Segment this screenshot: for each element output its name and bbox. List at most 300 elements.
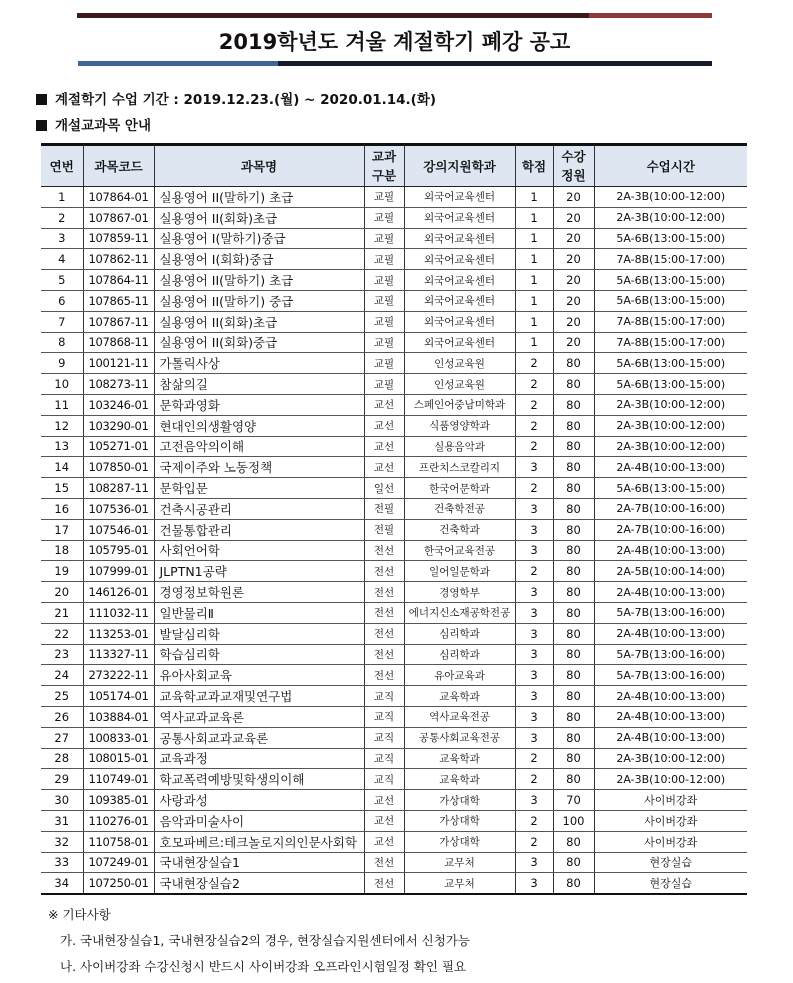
- cell-department: 심리학과: [404, 623, 515, 644]
- cell-class-time: 2A-4B(10:00-13:00): [594, 540, 747, 561]
- cell-course-name: 국내현장실습1: [154, 852, 364, 873]
- cell-code: 111032-11: [83, 602, 154, 623]
- cell-code: 110276-01: [83, 810, 154, 831]
- note-item: 나. 사이버강좌 수강신청시 반드시 사이버강좌 오프라인시험일정 확인 필요: [60, 959, 467, 974]
- cell-capacity: 20: [553, 207, 594, 228]
- table-row: [41, 311, 747, 332]
- bottom-decor-bar-navy: [278, 61, 712, 66]
- cell-department: 가상대학: [404, 810, 515, 831]
- cell-class-time: 5A-6B(13:00-15:00): [594, 374, 747, 395]
- cell-category: 교선: [364, 436, 404, 457]
- notes-section: [48, 905, 470, 983]
- cell-course-name: 음악과미술사이: [154, 810, 364, 831]
- cell-credits: 3: [515, 727, 553, 748]
- table-row: [41, 790, 747, 811]
- cell-category: 교필: [364, 353, 404, 374]
- cell-category: 교필: [364, 207, 404, 228]
- cell-class-time: 2A-4B(10:00-13:00): [594, 457, 747, 478]
- table-row: [41, 519, 747, 540]
- cell-class-time: 2A-3B(10:00-12:00): [594, 187, 747, 208]
- cell-class-time: 2A-4B(10:00-13:00): [594, 623, 747, 644]
- note-item: 가. 국내현장실습1, 국내현장실습2의 경우, 현장실습지원센터에서 신청가능: [60, 933, 470, 948]
- table-row: [41, 727, 747, 748]
- cell-department: 실용음악과: [404, 436, 515, 457]
- table-row: [41, 187, 747, 208]
- square-bullet-icon: [36, 94, 47, 105]
- cell-department: 외국어교육센터: [404, 332, 515, 353]
- cell-no: 4: [41, 249, 83, 270]
- table-row: [41, 540, 747, 561]
- cell-department: 교육학과: [404, 686, 515, 707]
- table-row: [41, 394, 747, 415]
- cell-course-name: 현대인의생활영양: [154, 415, 364, 436]
- cell-department: 인성교육원: [404, 374, 515, 395]
- cell-department: 에너지신소재공학전공: [404, 602, 515, 623]
- top-decor-bar-dark: [77, 13, 589, 18]
- cell-code: 107865-11: [83, 290, 154, 311]
- cell-department: 외국어교육센터: [404, 228, 515, 249]
- cell-credits: 3: [515, 602, 553, 623]
- cell-category: 교직: [364, 686, 404, 707]
- cell-capacity: 20: [553, 228, 594, 249]
- cell-credits: 1: [515, 332, 553, 353]
- cell-no: 20: [41, 582, 83, 603]
- cell-code: 107249-01: [83, 852, 154, 873]
- section-class-period: [36, 88, 436, 108]
- cell-department: 경영학부: [404, 582, 515, 603]
- cell-credits: 1: [515, 249, 553, 270]
- cell-category: 전선: [364, 540, 404, 561]
- cell-department: 스페인어중남미학과: [404, 394, 515, 415]
- cell-course-name: 학습심리학: [154, 644, 364, 665]
- cell-no: 21: [41, 602, 83, 623]
- table-row: [41, 498, 747, 519]
- cell-code: 105174-01: [83, 686, 154, 707]
- cell-category: 교직: [364, 748, 404, 769]
- cell-class-time: 2A-4B(10:00-13:00): [594, 686, 747, 707]
- cell-code: 105795-01: [83, 540, 154, 561]
- cell-course-name: 교육학교과교재및연구법: [154, 686, 364, 707]
- bottom-decor-bar-blue: [78, 61, 278, 66]
- cell-department: 프란치스코칼리지: [404, 457, 515, 478]
- cell-code: 110758-01: [83, 831, 154, 852]
- cell-course-name: 참삶의길: [154, 374, 364, 395]
- table-row: [41, 207, 747, 228]
- table-row: [41, 353, 747, 374]
- table-row: [41, 769, 747, 790]
- cell-code: 103290-01: [83, 415, 154, 436]
- cell-course-name: 역사교과교육론: [154, 706, 364, 727]
- cell-course-name: 국내현장실습2: [154, 873, 364, 894]
- cell-course-name: 실용영어 II(회화)중급: [154, 332, 364, 353]
- cell-no: 24: [41, 665, 83, 686]
- table-row: [41, 436, 747, 457]
- cell-credits: 2: [515, 769, 553, 790]
- cell-category: 교직: [364, 769, 404, 790]
- cell-capacity: 80: [553, 748, 594, 769]
- table-row: [41, 415, 747, 436]
- cell-capacity: 70: [553, 790, 594, 811]
- cell-category: 교필: [364, 228, 404, 249]
- cell-credits: 2: [515, 478, 553, 499]
- cell-capacity: 80: [553, 623, 594, 644]
- cell-no: 6: [41, 290, 83, 311]
- cell-capacity: 80: [553, 353, 594, 374]
- cell-category: 교필: [364, 311, 404, 332]
- cell-no: 23: [41, 644, 83, 665]
- course-table: [41, 143, 747, 895]
- cell-course-name: 실용영어 II(말하기) 중급: [154, 290, 364, 311]
- cell-class-time: 7A-8B(15:00-17:00): [594, 332, 747, 353]
- table-row: [41, 644, 747, 665]
- cell-credits: 2: [515, 561, 553, 582]
- cell-class-time: 7A-8B(15:00-17:00): [594, 311, 747, 332]
- cell-category: 일선: [364, 478, 404, 499]
- cell-no: 7: [41, 311, 83, 332]
- cell-class-time: 2A-4B(10:00-13:00): [594, 582, 747, 603]
- cell-department: 건축학과: [404, 519, 515, 540]
- cell-code: 100121-11: [83, 353, 154, 374]
- cell-category: 전선: [364, 561, 404, 582]
- cell-code: 107864-11: [83, 270, 154, 291]
- cell-capacity: 20: [553, 249, 594, 270]
- table-row: [41, 686, 747, 707]
- cell-department: 한국어문학과: [404, 478, 515, 499]
- cell-credits: 3: [515, 665, 553, 686]
- cell-credits: 3: [515, 457, 553, 478]
- cell-code: 108273-11: [83, 374, 154, 395]
- cell-code: 105271-01: [83, 436, 154, 457]
- cell-capacity: 80: [553, 498, 594, 519]
- cell-department: 식품영양학과: [404, 415, 515, 436]
- cell-credits: 3: [515, 706, 553, 727]
- cell-no: 19: [41, 561, 83, 582]
- cell-credits: 3: [515, 852, 553, 873]
- cell-category: 교직: [364, 727, 404, 748]
- table-row: [41, 852, 747, 873]
- cell-category: 전선: [364, 582, 404, 603]
- cell-course-name: 사랑과성: [154, 790, 364, 811]
- cell-credits: 1: [515, 290, 553, 311]
- cell-category: 교선: [364, 810, 404, 831]
- cell-category: 전선: [364, 623, 404, 644]
- cell-capacity: 20: [553, 270, 594, 291]
- cell-category: 전선: [364, 852, 404, 873]
- cell-course-name: 공통사회교과교육론: [154, 727, 364, 748]
- cell-credits: 1: [515, 270, 553, 291]
- cell-capacity: 80: [553, 706, 594, 727]
- table-body: [41, 187, 747, 895]
- cell-department: 교육학과: [404, 769, 515, 790]
- cell-code: 146126-01: [83, 582, 154, 603]
- cell-credits: 2: [515, 374, 553, 395]
- cell-no: 5: [41, 270, 83, 291]
- header-course-name: 과목명: [154, 145, 364, 187]
- cell-category: 교필: [364, 290, 404, 311]
- cell-credits: 2: [515, 810, 553, 831]
- cell-category: 전필: [364, 498, 404, 519]
- cell-capacity: 80: [553, 873, 594, 894]
- cell-class-time: 사이버강좌: [594, 810, 747, 831]
- cell-credits: 3: [515, 873, 553, 894]
- cell-credits: 1: [515, 228, 553, 249]
- cell-no: 13: [41, 436, 83, 457]
- cell-department: 외국어교육센터: [404, 290, 515, 311]
- cell-capacity: 20: [553, 187, 594, 208]
- cell-no: 17: [41, 519, 83, 540]
- cell-course-name: 고전음악의이해: [154, 436, 364, 457]
- cell-department: 외국어교육센터: [404, 270, 515, 291]
- cell-category: 전선: [364, 665, 404, 686]
- cell-department: 가상대학: [404, 790, 515, 811]
- cell-code: 107546-01: [83, 519, 154, 540]
- cell-no: 25: [41, 686, 83, 707]
- cell-code: 108287-11: [83, 478, 154, 499]
- table-row: [41, 457, 747, 478]
- cell-capacity: 100: [553, 810, 594, 831]
- cell-course-name: 사회언어학: [154, 540, 364, 561]
- cell-class-time: 2A-4B(10:00-13:00): [594, 706, 747, 727]
- cell-department: 외국어교육센터: [404, 187, 515, 208]
- table-row: [41, 602, 747, 623]
- cell-code: 107999-01: [83, 561, 154, 582]
- square-bullet-icon: [36, 120, 47, 131]
- cell-code: 107864-01: [83, 187, 154, 208]
- cell-course-name: 호모파베르:테크놀로지의인문사회학: [154, 831, 364, 852]
- cell-class-time: 현장실습: [594, 873, 747, 894]
- cell-code: 110749-01: [83, 769, 154, 790]
- cell-capacity: 80: [553, 394, 594, 415]
- cell-no: 33: [41, 852, 83, 873]
- cell-category: 전선: [364, 602, 404, 623]
- cell-class-time: 7A-8B(15:00-17:00): [594, 249, 747, 270]
- cell-category: 교선: [364, 831, 404, 852]
- cell-department: 교무처: [404, 852, 515, 873]
- table-row: [41, 706, 747, 727]
- table-row: [41, 478, 747, 499]
- cell-capacity: 80: [553, 561, 594, 582]
- cell-class-time: 5A-7B(13:00-16:00): [594, 644, 747, 665]
- cell-no: 26: [41, 706, 83, 727]
- cell-category: 교필: [364, 374, 404, 395]
- cell-course-name: 국제이주와 노동정책: [154, 457, 364, 478]
- cell-code: 113327-11: [83, 644, 154, 665]
- cell-credits: 3: [515, 540, 553, 561]
- table-row: [41, 831, 747, 852]
- cell-no: 29: [41, 769, 83, 790]
- cell-department: 가상대학: [404, 831, 515, 852]
- cell-credits: 3: [515, 623, 553, 644]
- cell-course-name: 학교폭력예방및학생의이해: [154, 769, 364, 790]
- cell-category: 교필: [364, 187, 404, 208]
- header-class-time: 수업시간: [594, 145, 747, 187]
- cell-no: 3: [41, 228, 83, 249]
- cell-department: 역사교육전공: [404, 706, 515, 727]
- header-capacity-line2: 정원: [561, 168, 586, 183]
- cell-no: 28: [41, 748, 83, 769]
- cell-credits: 2: [515, 353, 553, 374]
- cell-course-name: 실용영어 II(회화)초급: [154, 207, 364, 228]
- header-category: [364, 145, 404, 187]
- cell-no: 32: [41, 831, 83, 852]
- table-row: [41, 249, 747, 270]
- cell-department: 외국어교육센터: [404, 207, 515, 228]
- cell-capacity: 80: [553, 852, 594, 873]
- cell-capacity: 80: [553, 727, 594, 748]
- cell-category: 전선: [364, 873, 404, 894]
- cell-course-name: 실용영어 I(회화)중급: [154, 249, 364, 270]
- section-courses-info: [36, 114, 151, 134]
- cell-no: 15: [41, 478, 83, 499]
- cell-class-time: 2A-3B(10:00-12:00): [594, 394, 747, 415]
- cell-credits: 1: [515, 311, 553, 332]
- cell-capacity: 20: [553, 311, 594, 332]
- cell-course-name: 경영정보학원론: [154, 582, 364, 603]
- cell-no: 14: [41, 457, 83, 478]
- section-courses-text: 개설교과목 안내: [55, 118, 151, 134]
- cell-capacity: 80: [553, 769, 594, 790]
- header-capacity: [553, 145, 594, 187]
- cell-category: 교선: [364, 415, 404, 436]
- cell-course-name: JLPTN1공략: [154, 561, 364, 582]
- cell-code: 107850-01: [83, 457, 154, 478]
- cell-credits: 3: [515, 582, 553, 603]
- cell-no: 12: [41, 415, 83, 436]
- cell-department: 건축학전공: [404, 498, 515, 519]
- cell-department: 외국어교육센터: [404, 249, 515, 270]
- cell-code: 107862-11: [83, 249, 154, 270]
- table-row: [41, 270, 747, 291]
- top-decor-bar-red: [589, 13, 712, 18]
- cell-class-time: 2A-5B(10:00-14:00): [594, 561, 747, 582]
- cell-category: 교필: [364, 249, 404, 270]
- cell-department: 외국어교육센터: [404, 311, 515, 332]
- cell-course-name: 교육과정: [154, 748, 364, 769]
- table-header-row: [41, 145, 747, 187]
- cell-no: 30: [41, 790, 83, 811]
- table-row: [41, 582, 747, 603]
- cell-course-name: 실용영어 II(말하기) 초급: [154, 270, 364, 291]
- cell-capacity: 80: [553, 540, 594, 561]
- cell-credits: 3: [515, 519, 553, 540]
- cell-capacity: 80: [553, 831, 594, 852]
- cell-credits: 2: [515, 394, 553, 415]
- cell-credits: 1: [515, 187, 553, 208]
- cell-no: 1: [41, 187, 83, 208]
- cell-code: 107868-11: [83, 332, 154, 353]
- cell-class-time: 5A-6B(13:00-15:00): [594, 228, 747, 249]
- cell-code: 109385-01: [83, 790, 154, 811]
- header-department: 강의지원학과: [404, 145, 515, 187]
- cell-course-name: 문학과영화: [154, 394, 364, 415]
- cell-course-name: 실용영어 II(회화)초급: [154, 311, 364, 332]
- table-row: [41, 665, 747, 686]
- cell-class-time: 2A-3B(10:00-12:00): [594, 436, 747, 457]
- cell-department: 교육학과: [404, 748, 515, 769]
- cell-class-time: 현장실습: [594, 852, 747, 873]
- cell-class-time: 5A-7B(13:00-16:00): [594, 602, 747, 623]
- cell-code: 107867-01: [83, 207, 154, 228]
- header-credits: 학점: [515, 145, 553, 187]
- cell-no: 16: [41, 498, 83, 519]
- cell-class-time: 2A-3B(10:00-12:00): [594, 415, 747, 436]
- cell-class-time: 5A-6B(13:00-15:00): [594, 478, 747, 499]
- cell-class-time: 사이버강좌: [594, 831, 747, 852]
- cell-code: 113253-01: [83, 623, 154, 644]
- page-title: 2019학년도 겨울 계절학기 폐강 공고: [218, 30, 571, 54]
- cell-department: 유아교육과: [404, 665, 515, 686]
- cell-course-name: 실용영어 II(말하기) 초급: [154, 187, 364, 208]
- cell-credits: 2: [515, 415, 553, 436]
- cell-course-name: 건물통합관리: [154, 519, 364, 540]
- cell-no: 11: [41, 394, 83, 415]
- cell-credits: 2: [515, 748, 553, 769]
- cell-capacity: 20: [553, 332, 594, 353]
- cell-no: 18: [41, 540, 83, 561]
- cell-credits: 3: [515, 790, 553, 811]
- cell-category: 교선: [364, 394, 404, 415]
- cell-category: 교선: [364, 457, 404, 478]
- cell-code: 103884-01: [83, 706, 154, 727]
- cell-class-time: 5A-7B(13:00-16:00): [594, 665, 747, 686]
- cell-class-time: 2A-7B(10:00-16:00): [594, 498, 747, 519]
- cell-category: 교선: [364, 790, 404, 811]
- cell-category: 교직: [364, 706, 404, 727]
- table-row: [41, 623, 747, 644]
- header-capacity-line1: 수강: [561, 149, 586, 164]
- cell-capacity: 80: [553, 602, 594, 623]
- cell-capacity: 80: [553, 644, 594, 665]
- cell-course-name: 유아사회교육: [154, 665, 364, 686]
- cell-credits: 3: [515, 498, 553, 519]
- table-row: [41, 374, 747, 395]
- cell-department: 교무처: [404, 873, 515, 894]
- cell-course-name: 발달심리학: [154, 623, 364, 644]
- cell-no: 2: [41, 207, 83, 228]
- section-period-text: 계절학기 수업 기간 : 2019.12.23.(월) ~ 2020.01.14.(화): [55, 92, 437, 108]
- cell-code: 108015-01: [83, 748, 154, 769]
- cell-class-time: 사이버강좌: [594, 790, 747, 811]
- cell-class-time: 2A-7B(10:00-16:00): [594, 519, 747, 540]
- cell-course-name: 문학입문: [154, 478, 364, 499]
- table-row: [41, 561, 747, 582]
- cell-capacity: 80: [553, 582, 594, 603]
- cell-no: 34: [41, 873, 83, 894]
- cell-category: 교필: [364, 332, 404, 353]
- cell-class-time: 2A-3B(10:00-12:00): [594, 769, 747, 790]
- table-row: [41, 290, 747, 311]
- cell-no: 22: [41, 623, 83, 644]
- cell-code: 107250-01: [83, 873, 154, 894]
- header-category-line1: 교과: [371, 149, 397, 164]
- cell-category: 전필: [364, 519, 404, 540]
- cell-category: 교필: [364, 270, 404, 291]
- cell-course-name: 실용영어 I(말하기)중급: [154, 228, 364, 249]
- cell-no: 8: [41, 332, 83, 353]
- cell-code: 107536-01: [83, 498, 154, 519]
- cell-class-time: 2A-4B(10:00-13:00): [594, 727, 747, 748]
- cell-credits: 2: [515, 436, 553, 457]
- header-code: 과목코드: [83, 145, 154, 187]
- cell-code: 103246-01: [83, 394, 154, 415]
- cell-no: 9: [41, 353, 83, 374]
- table-row: [41, 332, 747, 353]
- cell-code: 107859-11: [83, 228, 154, 249]
- cell-class-time: 5A-6B(13:00-15:00): [594, 270, 747, 291]
- cell-capacity: 80: [553, 457, 594, 478]
- cell-capacity: 80: [553, 436, 594, 457]
- cell-code: 273222-11: [83, 665, 154, 686]
